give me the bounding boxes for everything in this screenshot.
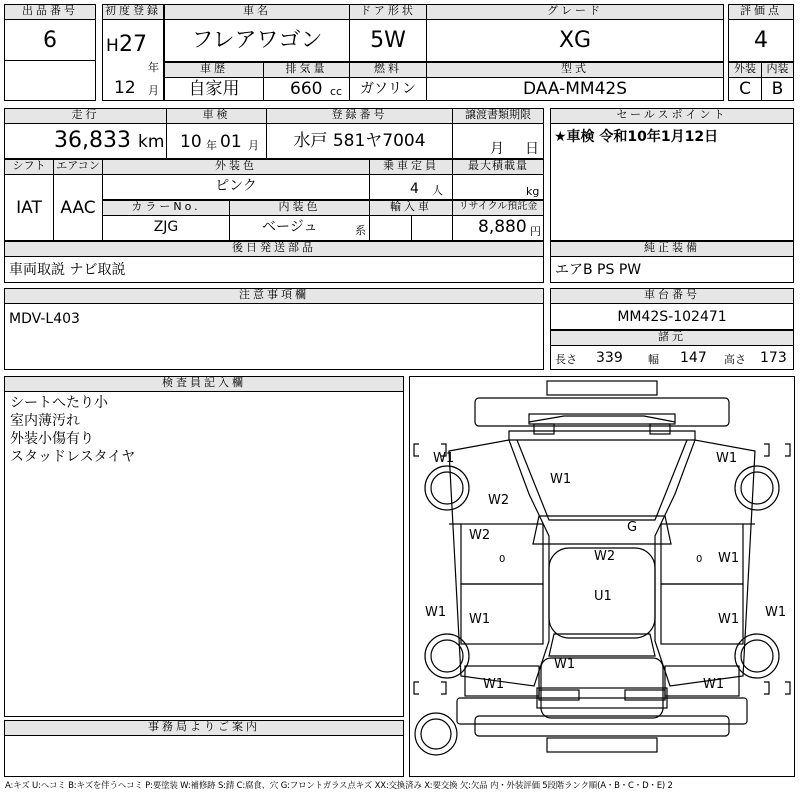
displacement-unit: cc: [330, 85, 343, 98]
mark-left-front-door-zero: 0: [499, 554, 506, 565]
shift-type: IAT: [16, 198, 42, 218]
legend: A:キズ U:ヘコミ B:キズを伴うヘコミ P:要塗装 W:補修跡 S:錆 C:腐食、穴 G:フロントガラス点キズ XX:交換済み X:要交換 欠:欠品 内・外装評価 5段階ランク順(A・B・C・D・E) 2: [5, 781, 673, 791]
mark-left-front-fender: W2: [488, 493, 510, 508]
model-code: DAA-MM42S: [522, 79, 628, 99]
lot-number: 6: [43, 28, 57, 53]
month: 12: [114, 78, 136, 98]
later-parts-text: 車両取説 ナビ取説: [9, 262, 126, 278]
later-parts-label: 後日発送部品: [4, 241, 544, 257]
mark-right-rear-door: W1: [718, 612, 740, 627]
mark-rear-left: W1: [483, 677, 505, 692]
exterior-color: ピンク: [215, 178, 257, 194]
inspection-year: 10: [180, 132, 202, 152]
history-label: 車歴: [164, 62, 264, 78]
grade-label: グレード: [426, 4, 724, 20]
inspector-label: 検査員記入欄: [4, 376, 404, 392]
grade: XG: [558, 28, 592, 53]
inspection-year-unit: 年: [206, 139, 217, 152]
transfer-day-unit: 日: [525, 141, 539, 157]
notes-cell: [4, 303, 544, 370]
specs-label: 諸元: [550, 330, 794, 346]
mark-windshield-g: G: [627, 520, 638, 535]
load-unit: kg: [526, 185, 540, 198]
int-color: ベージュ: [262, 219, 318, 235]
color-label: 外装色: [102, 159, 370, 175]
inspector-line: シートへたり小: [10, 395, 108, 411]
fuel: ガソリン: [360, 81, 416, 97]
mark-hood: W1: [550, 472, 572, 487]
car-diagram: [409, 376, 795, 777]
int-color-unit: 系: [355, 224, 366, 237]
import-divider: [411, 215, 412, 241]
chassis-number: MM42S-102471: [617, 309, 727, 325]
mileage-label: 走行: [4, 108, 167, 124]
vehicle-name: フレアワゴン: [191, 28, 323, 53]
year: 27: [119, 32, 147, 57]
era: H: [106, 36, 119, 56]
plate-label: 登録番号: [266, 108, 453, 124]
score-label: 評価点: [728, 4, 794, 20]
exterior-grade: C: [739, 79, 751, 99]
width-label: 幅: [648, 353, 659, 366]
genuine-equipment-text: エアB PS PW: [555, 262, 642, 278]
width-value: 147: [680, 350, 707, 366]
inspector-line: 室内薄汚れ: [10, 413, 80, 429]
mark-left-front-door: W2: [469, 528, 491, 543]
model-label: 型式: [426, 62, 724, 78]
score: 4: [754, 28, 768, 53]
displacement-label: 排気量: [263, 62, 350, 78]
mark-front-right-tire: W1: [716, 451, 738, 466]
mark-right-front-door-zero: 0: [696, 554, 703, 565]
color-no-label: カラーNo.: [102, 200, 230, 216]
mark-trunk: W1: [554, 657, 576, 672]
specs-cell: [550, 345, 794, 370]
year-unit: 年: [148, 61, 159, 74]
capacity-unit: 人: [432, 184, 443, 197]
fuel-label: 燃料: [349, 62, 427, 78]
name-label: 車名: [164, 4, 350, 20]
color-no: ZJG: [153, 219, 179, 235]
mark-rear-right: W1: [703, 677, 725, 692]
ac-label: エアコン: [53, 159, 103, 175]
sales-point-text: ★車検 令和10年1月12日: [554, 129, 719, 145]
displacement: 660: [290, 79, 323, 99]
inspection-label: 車検: [166, 108, 267, 124]
recycle-label: リサイクル預託金: [452, 200, 544, 216]
mark-right-front-door: W1: [718, 551, 740, 566]
mileage-unit: km: [138, 132, 165, 152]
interior-label: 内装: [761, 62, 794, 78]
capacity-label: 乗車定員: [369, 159, 453, 175]
recycle-unit: 円: [530, 225, 541, 238]
mark-roof: W2: [594, 549, 616, 564]
mark-left-sill: W1: [425, 605, 447, 620]
door-label: ドア形状: [349, 4, 427, 20]
door-type: 5W: [370, 28, 406, 53]
exterior-label: 外装: [728, 62, 762, 78]
inspection-month: 01: [220, 132, 242, 152]
notes-label: 注意事項欄: [4, 288, 544, 304]
inspection-month-unit: 月: [248, 139, 259, 152]
length-value: 339: [596, 350, 623, 366]
inspector-line: 外装小傷有り: [10, 431, 94, 447]
height-value: 173: [760, 350, 787, 366]
lot-label: 出品番号: [4, 4, 96, 20]
import-label: 輸入車: [369, 200, 453, 216]
office-label: 事務局よりご案内: [4, 720, 404, 736]
int-color-label: 内装色: [229, 200, 370, 216]
height-label: 高さ: [724, 353, 746, 366]
first-reg-label: 初度登録: [102, 4, 164, 20]
history: 自家用: [188, 79, 240, 99]
ac-type: AAC: [60, 198, 96, 218]
sales-point-label: セールスポイント: [550, 108, 794, 124]
lot-cell-divider: [4, 60, 96, 61]
mark-left-rear-door: W1: [469, 612, 491, 627]
capacity: 4: [410, 181, 419, 197]
load-label: 最大積載量: [452, 159, 544, 175]
chassis-label: 車台番号: [550, 288, 794, 304]
transfer-month-unit: 月: [490, 141, 504, 157]
inspector-line: スタッドレスタイヤ: [10, 449, 136, 465]
plate-number: 水戸 581ヤ7004: [293, 131, 426, 151]
shift-label: シフト: [4, 159, 54, 175]
office-cell: [4, 735, 404, 777]
notes-text: MDV-L403: [9, 311, 80, 327]
interior-grade: B: [771, 79, 784, 99]
recycle-amount: 8,880: [478, 217, 527, 237]
mileage: 36,833: [54, 128, 131, 153]
genuine-equipment-label: 純正装備: [550, 241, 794, 257]
mark-front-left-tire: W1: [433, 451, 455, 466]
transfer-label: 譲渡書類期限: [452, 108, 544, 124]
mark-right-sill: W1: [765, 605, 787, 620]
length-label: 長さ: [555, 353, 577, 366]
month-unit: 月: [148, 84, 159, 97]
mark-roof-lower: U1: [594, 589, 612, 604]
